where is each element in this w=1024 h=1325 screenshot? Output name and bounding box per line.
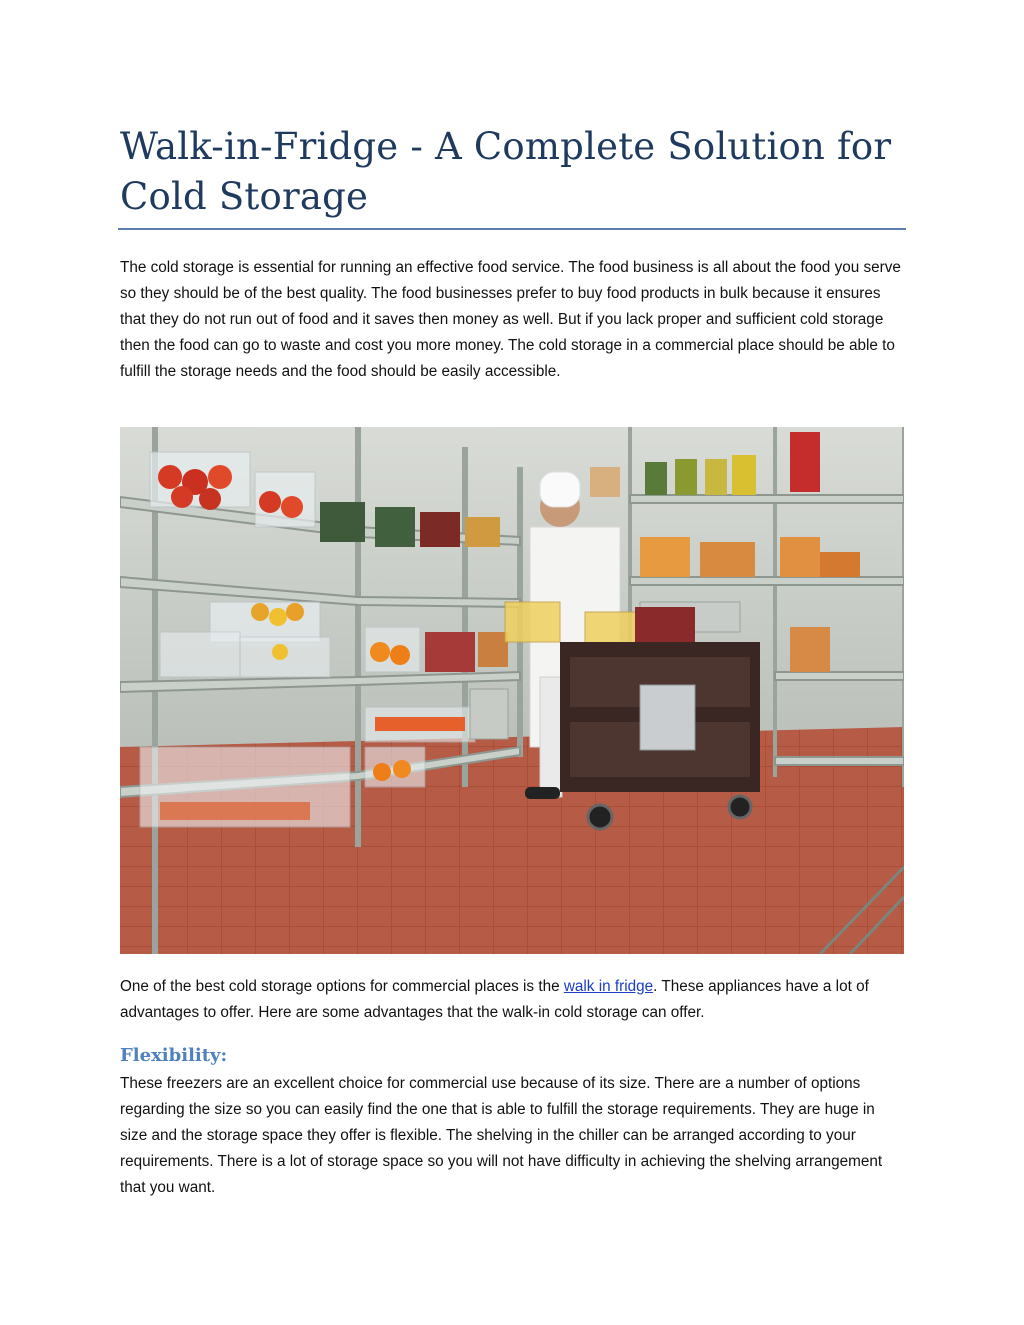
title-divider: [118, 228, 906, 230]
walk-in-fridge-link[interactable]: walk in fridge: [563, 978, 654, 995]
advantages-text-start: One of the best cold storage options for commercial places is the: [120, 978, 564, 995]
advantages-paragraph: [120, 974, 906, 1026]
advantages-text-end: . These appliances have a lot of advantages to offer. Here are some advantages that the walk-in cold storage can offer.: [120, 978, 869, 1021]
walk-in-fridge-photo: [120, 427, 904, 954]
flexibility-heading: Flexibility:: [120, 1045, 228, 1066]
intro-paragraph: The cold storage is essential for running an effective food service. The food business is all about the food you serve so they should be of the best quality. The food businesses prefer to buy food products in bulk because it ensures that they do not run out of food and it saves then money as well. But if you lack proper and sufficient cold storage then the food can go to waste and cost you more money. The cold storage in a commercial place should be able to fulfill the storage needs and the food should be easily accessible.: [120, 259, 901, 380]
page-title: Walk-in-Fridge - A Complete Solution for Cold Storage: [120, 125, 892, 218]
flexibility-paragraph: These freezers are an excellent choice for commercial use because of its size. There are a number of options regarding the size so you can easily find the one that is able to fulfill the storage requirements. They are huge in size and the storage space they offer is flexible. The shelving in the chiller can be arranged according to your requirements. There is a lot of storage space so you will not have difficulty in achieving the shelving arrangement that you want.: [120, 1075, 883, 1196]
